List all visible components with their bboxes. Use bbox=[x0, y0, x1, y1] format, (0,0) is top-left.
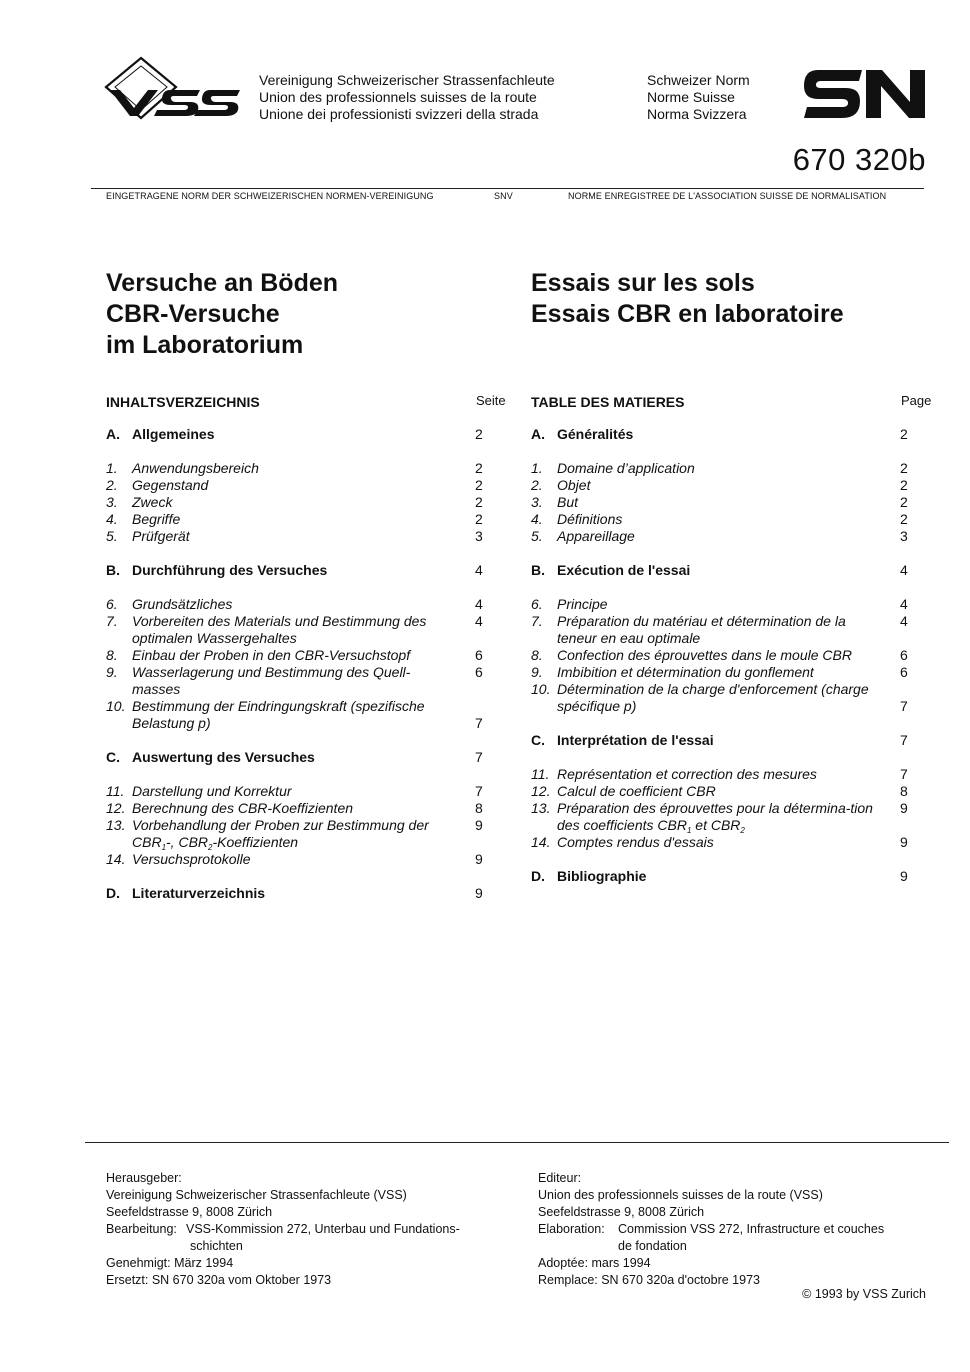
toc-title bbox=[557, 681, 877, 715]
toc-page-number: 2 bbox=[900, 426, 908, 442]
toc-number: 10. bbox=[106, 698, 126, 714]
toc-page-label-de: Seite bbox=[476, 393, 506, 408]
toc-page-number: 7 bbox=[900, 732, 908, 748]
toc-title-text: Appareillage bbox=[557, 528, 635, 544]
toc-title-text: Zweck bbox=[132, 494, 173, 510]
toc-title bbox=[557, 562, 877, 579]
toc-entry bbox=[531, 494, 911, 511]
org-name-de: Vereinigung Schweizerischer Strassenfachleute bbox=[259, 72, 555, 88]
toc-title bbox=[557, 783, 877, 800]
org-name-fr: Union des professionnels suisses de la route bbox=[259, 89, 537, 105]
toc-number: 13. bbox=[531, 800, 551, 816]
toc-number: B. bbox=[106, 562, 120, 578]
toc-section bbox=[531, 562, 911, 579]
toc-page-number: 2 bbox=[475, 511, 483, 527]
toc-entry bbox=[106, 596, 486, 613]
toc-title-text: Calcul de coefficient CBR bbox=[557, 783, 716, 799]
toc-entry bbox=[531, 511, 911, 528]
toc-spacer bbox=[106, 443, 486, 460]
toc-title bbox=[557, 596, 877, 613]
toc-number: 7. bbox=[106, 613, 118, 629]
toc-number: 5. bbox=[531, 528, 543, 544]
toc-page-number: 6 bbox=[475, 647, 483, 663]
toc-number: 3. bbox=[106, 494, 118, 510]
toc-spacer bbox=[106, 579, 486, 596]
toc-spacer bbox=[106, 732, 486, 749]
toc-number: 5. bbox=[106, 528, 118, 544]
toc-title-text: Généralités bbox=[557, 426, 634, 442]
toc-title-text: Prüfgerät bbox=[132, 528, 190, 544]
toc-entry bbox=[106, 528, 486, 545]
toc-number: 10. bbox=[531, 681, 551, 697]
toc-entry bbox=[531, 800, 911, 834]
toc-section bbox=[106, 562, 486, 579]
toc-title-text: Anwendungsbereich bbox=[132, 460, 259, 476]
toc-page-number: 4 bbox=[475, 562, 483, 578]
toc-title bbox=[132, 460, 452, 477]
toc-page-number: 9 bbox=[475, 817, 483, 833]
toc-title-text: Domaine d’application bbox=[557, 460, 695, 476]
toc-title bbox=[557, 613, 877, 647]
toc-page-number: 7 bbox=[475, 749, 483, 765]
toc-page-number: 2 bbox=[475, 460, 483, 476]
toc-title-text: Gegenstand bbox=[132, 477, 209, 493]
toc-title-text: Begriffe bbox=[132, 511, 181, 527]
toc-number: 12. bbox=[531, 783, 551, 799]
address-fr: Seefeldstrasse 9, 8008 Zürich bbox=[538, 1205, 705, 1219]
norm-type-fr: Norme Suisse bbox=[647, 89, 735, 105]
toc-page-number: 3 bbox=[900, 528, 908, 544]
org-name-it: Unione dei professionisti svizzeri della strada bbox=[259, 106, 539, 122]
title-de-line: im Laboratorium bbox=[106, 331, 304, 359]
sn-logo bbox=[804, 68, 926, 125]
toc-number: 4. bbox=[106, 511, 118, 527]
editing-value-fr-cont: de fondation bbox=[618, 1239, 687, 1253]
toc-number: B. bbox=[531, 562, 545, 578]
toc-page-number: 7 bbox=[475, 715, 483, 731]
toc-entry bbox=[106, 817, 486, 851]
toc-page-number: 2 bbox=[900, 477, 908, 493]
toc-title bbox=[132, 749, 452, 766]
toc-number: 9. bbox=[531, 664, 543, 680]
toc-spacer bbox=[531, 545, 911, 562]
vss-logo bbox=[104, 56, 242, 127]
title-fr-line: Essais sur les sols bbox=[531, 269, 755, 297]
toc-entry bbox=[106, 460, 486, 477]
toc-title bbox=[557, 528, 877, 545]
toc-heading-de: INHALTSVERZEICHNIS bbox=[106, 394, 260, 410]
registered-norm-snv: SNV bbox=[494, 191, 513, 201]
toc-page-number: 4 bbox=[475, 613, 483, 629]
toc-title-text: Literaturverzeichnis bbox=[132, 885, 266, 901]
toc-number: 6. bbox=[531, 596, 543, 612]
toc-number: 7. bbox=[531, 613, 543, 629]
toc-section bbox=[531, 732, 911, 749]
toc-page-number: 9 bbox=[900, 834, 908, 850]
toc-title bbox=[132, 851, 452, 868]
toc-title-text: Préparation des éprouvettes pour la détermina-tion des coefficients CBR bbox=[557, 800, 873, 833]
toc-page-number: 2 bbox=[900, 494, 908, 510]
toc-page-number: 2 bbox=[475, 426, 483, 442]
toc-section bbox=[106, 426, 486, 443]
toc-title-text: Interprétation de l'essai bbox=[557, 732, 714, 748]
toc-title-text: Comptes rendus d'essais bbox=[557, 834, 714, 850]
toc-title-text: Objet bbox=[557, 477, 591, 493]
toc-number: 2. bbox=[531, 477, 543, 493]
toc-entry bbox=[106, 477, 486, 494]
toc-number: 11. bbox=[106, 783, 125, 799]
toc-title bbox=[132, 477, 452, 494]
toc-title bbox=[557, 732, 877, 749]
toc-number: 6. bbox=[106, 596, 118, 612]
editing-fr bbox=[538, 1221, 884, 1238]
toc-number: 12. bbox=[106, 800, 126, 816]
toc-subscript: 1 bbox=[161, 843, 167, 852]
toc-entry bbox=[106, 511, 486, 528]
toc-page-number: 7 bbox=[475, 783, 483, 799]
approved-de: Genehmigt: März 1994 bbox=[106, 1256, 234, 1270]
toc-title bbox=[557, 426, 877, 443]
registered-norm-de: EINGETRAGENE NORM DER SCHWEIZERISCHEN NORMEN-VEREINIGUNG bbox=[106, 191, 434, 201]
document-number: 670 320b bbox=[792, 142, 926, 177]
toc-title-text: Imbibition et détermination du gonflement bbox=[557, 664, 814, 680]
toc-entry bbox=[531, 596, 911, 613]
toc-page-number: 9 bbox=[475, 885, 483, 901]
toc-entry bbox=[531, 477, 911, 494]
toc-title-text: Définitions bbox=[557, 511, 623, 527]
toc-title bbox=[132, 783, 452, 800]
toc-title bbox=[132, 511, 452, 528]
toc-title bbox=[132, 885, 452, 902]
toc-title-text: Einbau der Proben in den CBR-Versuchstopf bbox=[132, 647, 411, 663]
toc-number: 11. bbox=[531, 766, 550, 782]
editing-label-de: Bearbeitung: bbox=[106, 1222, 177, 1236]
toc-title bbox=[132, 817, 452, 851]
toc-entry bbox=[106, 613, 486, 647]
toc-entry bbox=[531, 664, 911, 681]
toc-title bbox=[557, 766, 877, 783]
toc-title bbox=[132, 426, 452, 443]
toc-entry bbox=[106, 664, 486, 698]
toc-page-number: 3 bbox=[475, 528, 483, 544]
toc-page-number: 9 bbox=[475, 851, 483, 867]
toc-spacer bbox=[531, 851, 911, 868]
toc-number: 2. bbox=[106, 477, 118, 493]
toc-title-text: Bestimmung der Eindringungskraft (spezifische Belastung p) bbox=[132, 698, 425, 731]
toc-title-text: Auswertung des Versuches bbox=[132, 749, 315, 765]
toc-title bbox=[557, 800, 877, 834]
toc-entry bbox=[531, 766, 911, 783]
toc-entry bbox=[531, 613, 911, 647]
approved-fr: Adoptée: mars 1994 bbox=[538, 1256, 651, 1270]
toc-title-text: Vorbehandlung der Proben zur Bestimmung der CBR bbox=[132, 817, 429, 850]
toc-title-text: Allgemeines bbox=[132, 426, 215, 442]
norm-type-de: Schweizer Norm bbox=[647, 72, 750, 88]
toc-title bbox=[557, 494, 877, 511]
toc-title-text: Wasserlagerung und Bestimmung des Quell-masses bbox=[132, 664, 411, 697]
toc-entry bbox=[106, 494, 486, 511]
toc-page-number: 4 bbox=[475, 596, 483, 612]
toc-spacer bbox=[106, 868, 486, 885]
toc-section bbox=[106, 885, 486, 902]
toc-title-text: Berechnung des CBR-Koeffizienten bbox=[132, 800, 354, 816]
toc-number: 8. bbox=[531, 647, 543, 663]
toc-title bbox=[557, 664, 877, 681]
toc-section bbox=[531, 868, 911, 885]
publisher-label-de: Herausgeber: bbox=[106, 1171, 182, 1185]
toc-number: D. bbox=[106, 885, 120, 901]
toc-title-text: Exécution de l'essai bbox=[557, 562, 691, 578]
toc-title-text: Versuchsprotokolle bbox=[132, 851, 251, 867]
editing-de bbox=[106, 1221, 460, 1238]
publisher-de: Vereinigung Schweizerischer Strassenfachleute (VSS) bbox=[106, 1188, 407, 1202]
toc-entry bbox=[106, 783, 486, 800]
toc-number: C. bbox=[106, 749, 120, 765]
toc-page-label-fr: Page bbox=[901, 393, 932, 408]
toc-title bbox=[132, 528, 452, 545]
footer-divider bbox=[85, 1142, 949, 1143]
toc-title bbox=[557, 460, 877, 477]
toc-title bbox=[557, 647, 877, 664]
toc-spacer bbox=[531, 443, 911, 460]
toc-page-number: 6 bbox=[475, 664, 483, 680]
toc-number: A. bbox=[106, 426, 120, 442]
toc-page-number: 2 bbox=[900, 511, 908, 527]
toc-section bbox=[531, 426, 911, 443]
toc-page-number: 4 bbox=[900, 596, 908, 612]
toc-number: 4. bbox=[531, 511, 543, 527]
toc-title-text: Durchführung des Versuches bbox=[132, 562, 328, 578]
toc-entry bbox=[531, 528, 911, 545]
toc-page-number: 6 bbox=[900, 664, 908, 680]
toc-number: C. bbox=[531, 732, 545, 748]
toc-page-number: 9 bbox=[900, 800, 908, 816]
registered-norm-fr: NORME ENREGISTREE DE L'ASSOCIATION SUISSE DE NORMALISATION bbox=[568, 191, 887, 201]
replaces-de: Ersetzt: SN 670 320a vom Oktober 1973 bbox=[106, 1273, 332, 1287]
title-fr bbox=[531, 268, 844, 330]
toc-subscript: 2 bbox=[208, 843, 213, 852]
toc-entry bbox=[106, 698, 486, 732]
toc-title-text: But bbox=[557, 494, 579, 510]
toc-title bbox=[557, 477, 877, 494]
title-de-line: Versuche an Böden bbox=[106, 269, 339, 297]
toc-title-text: Principe bbox=[557, 596, 608, 612]
toc-entry bbox=[531, 647, 911, 664]
replaces-fr: Remplace: SN 670 320a d'octobre 1973 bbox=[538, 1273, 760, 1287]
toc-page-number: 2 bbox=[475, 477, 483, 493]
copyright: © 1993 by VSS Zurich bbox=[802, 1287, 926, 1301]
toc-de bbox=[106, 426, 486, 902]
header-divider bbox=[91, 188, 924, 189]
toc-number: 8. bbox=[106, 647, 118, 663]
toc-subscript: 2 bbox=[740, 826, 745, 835]
norm-type-it: Norma Svizzera bbox=[647, 106, 747, 122]
publisher-label-fr: Editeur: bbox=[538, 1171, 582, 1185]
toc-title-text: Préparation du matériau et détermination de la teneur en eau optimale bbox=[557, 613, 846, 646]
title-de bbox=[106, 268, 338, 361]
toc-entry bbox=[531, 783, 911, 800]
toc-title bbox=[132, 698, 452, 732]
publisher-fr: Union des professionnels suisses de la route (VSS) bbox=[538, 1188, 823, 1202]
toc-page-number: 7 bbox=[900, 766, 908, 782]
norm-type bbox=[647, 72, 750, 123]
toc-page-number: 4 bbox=[900, 562, 908, 578]
toc-spacer bbox=[106, 766, 486, 783]
address-de: Seefeldstrasse 9, 8008 Zürich bbox=[106, 1205, 273, 1219]
toc-spacer bbox=[531, 579, 911, 596]
editing-value-fr: Commission VSS 272, Infrastructure et couches bbox=[618, 1222, 885, 1236]
toc-title-text: Détermination de la charge d'enforcement (charge spécifique p) bbox=[557, 681, 869, 714]
toc-spacer bbox=[531, 715, 911, 732]
toc-title bbox=[132, 596, 452, 613]
toc-number: 9. bbox=[106, 664, 118, 680]
toc-page-number: 9 bbox=[900, 868, 908, 884]
toc-entry bbox=[106, 800, 486, 817]
footer-fr bbox=[538, 1170, 884, 1289]
toc-title-text: Darstellung und Korrektur bbox=[132, 783, 292, 799]
toc-page-number: 8 bbox=[475, 800, 483, 816]
toc-title bbox=[557, 834, 877, 851]
title-de-line: CBR-Versuche bbox=[106, 300, 280, 328]
toc-number: A. bbox=[531, 426, 545, 442]
toc-title bbox=[557, 511, 877, 528]
toc-section bbox=[106, 749, 486, 766]
toc-title-text: Confection des éprouvettes dans le moule CBR bbox=[557, 647, 852, 663]
toc-entry bbox=[531, 834, 911, 851]
toc-page-number: 6 bbox=[900, 647, 908, 663]
toc-number: D. bbox=[531, 868, 545, 884]
toc-title-text: -, CBR bbox=[166, 834, 209, 850]
toc-title-text: -Koeffizienten bbox=[212, 834, 299, 850]
organisation-names bbox=[259, 72, 555, 123]
toc-page-number: 2 bbox=[475, 494, 483, 510]
toc-title bbox=[557, 868, 877, 885]
toc-title-text: Bibliographie bbox=[557, 868, 647, 884]
toc-number: 1. bbox=[106, 460, 118, 476]
toc-title bbox=[132, 562, 452, 579]
toc-title bbox=[132, 664, 452, 698]
toc-title-text: et CBR bbox=[691, 817, 741, 833]
editing-value-de: VSS-Kommission 272, Unterbau und Fundations- bbox=[186, 1222, 460, 1236]
toc-heading-fr: TABLE DES MATIERES bbox=[531, 394, 685, 410]
toc-title-text: Représentation et correction des mesures bbox=[557, 766, 817, 782]
toc-number: 1. bbox=[531, 460, 543, 476]
toc-page-number: 7 bbox=[900, 698, 908, 714]
toc-number: 14. bbox=[531, 834, 551, 850]
toc-title bbox=[132, 647, 452, 664]
toc-number: 14. bbox=[106, 851, 126, 867]
toc-title bbox=[132, 800, 452, 817]
toc-page-number: 2 bbox=[900, 460, 908, 476]
toc-number: 13. bbox=[106, 817, 126, 833]
toc-title bbox=[132, 494, 452, 511]
toc-title-text: Vorbereiten des Materials und Bestimmung des optimalen Wassergehaltes bbox=[132, 613, 427, 646]
toc-title bbox=[132, 613, 452, 647]
toc-spacer bbox=[106, 545, 486, 562]
toc-fr bbox=[531, 426, 911, 885]
toc-page-number: 4 bbox=[900, 613, 908, 629]
editing-value-de-cont: schichten bbox=[190, 1239, 243, 1253]
toc-title-text: Grundsätzliches bbox=[132, 596, 233, 612]
toc-entry bbox=[531, 460, 911, 477]
toc-entry bbox=[531, 681, 911, 715]
title-fr-line: Essais CBR en laboratoire bbox=[531, 300, 844, 328]
toc-subscript: 1 bbox=[686, 826, 692, 835]
toc-spacer bbox=[531, 749, 911, 766]
toc-entry bbox=[106, 851, 486, 868]
toc-number: 3. bbox=[531, 494, 543, 510]
toc-page-number: 8 bbox=[900, 783, 908, 799]
footer-de bbox=[106, 1170, 460, 1289]
toc-entry bbox=[106, 647, 486, 664]
editing-label-fr: Elaboration: bbox=[538, 1222, 605, 1236]
